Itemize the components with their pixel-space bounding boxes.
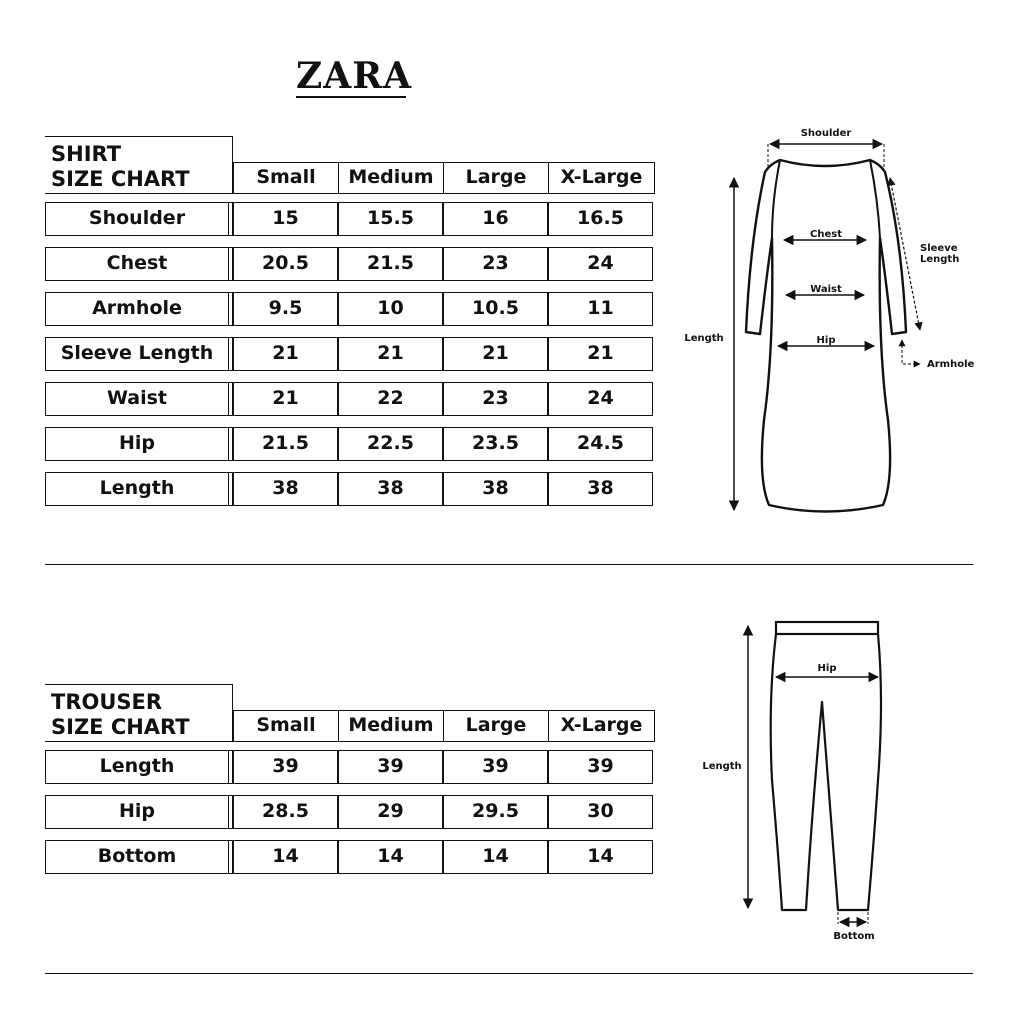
table-cell: 38 (548, 472, 653, 506)
trouser-diagram (690, 610, 930, 950)
table-cell: 20.5 (233, 247, 338, 281)
trouser-title-line2: SIZE CHART (51, 715, 190, 739)
armhole-pointer (902, 340, 920, 364)
table-cell: 38 (443, 472, 548, 506)
row-label: Length (45, 750, 229, 784)
row-label: Bottom (45, 840, 229, 874)
trouser-size-chart-title (45, 684, 233, 742)
table-cell: 24 (548, 247, 653, 281)
shirt-title-line2: SIZE CHART (51, 167, 190, 191)
brand-logo: ZARA (296, 55, 413, 97)
table-row (45, 840, 655, 874)
table-cell: 39 (338, 750, 443, 784)
table-cell: 23.5 (443, 427, 548, 461)
table-cell: 9.5 (233, 292, 338, 326)
shirt-col-small: Small (233, 162, 339, 194)
table-cell: 16.5 (548, 202, 653, 236)
table-cell: 22.5 (338, 427, 443, 461)
table-cell: 14 (443, 840, 548, 874)
trouser-title-line1: TROUSER (51, 690, 163, 714)
table-cell: 28.5 (233, 795, 338, 829)
table-cell: 21 (548, 337, 653, 371)
armhole-label: Armhole (927, 359, 975, 370)
table-cell: 21.5 (338, 247, 443, 281)
trouser-length-label: Length (702, 761, 742, 772)
trouser-hip-label: Hip (817, 663, 837, 674)
table-cell: 21 (338, 337, 443, 371)
table-row (45, 472, 655, 506)
row-label: Sleeve Length (45, 337, 229, 371)
table-row (45, 750, 655, 784)
row-label: Hip (45, 795, 229, 829)
table-cell: 21 (233, 382, 338, 416)
row-label: Length (45, 472, 229, 506)
row-label: Shoulder (45, 202, 229, 236)
section-divider (45, 973, 973, 974)
table-cell: 23 (443, 247, 548, 281)
table-cell: 15 (233, 202, 338, 236)
table-row (45, 247, 655, 281)
length-label: Length (684, 333, 724, 344)
trouser-col-small: Small (233, 710, 339, 742)
shirt-col-xlarge: X-Large (548, 162, 655, 194)
table-cell: 14 (233, 840, 338, 874)
row-label: Waist (45, 382, 229, 416)
table-cell: 10.5 (443, 292, 548, 326)
shirt-size-chart-title (45, 136, 233, 194)
table-cell: 22 (338, 382, 443, 416)
table-cell: 21 (233, 337, 338, 371)
row-label: Chest (45, 247, 229, 281)
table-row (45, 292, 655, 326)
table-cell: 38 (233, 472, 338, 506)
trouser-bottom-label: Bottom (833, 931, 875, 942)
table-row (45, 427, 655, 461)
sleeve-seam-right (870, 160, 880, 238)
table-cell: 21 (443, 337, 548, 371)
shirt-col-large: Large (443, 162, 549, 194)
trouser-col-medium: Medium (338, 710, 444, 742)
table-cell: 38 (338, 472, 443, 506)
shoulder-label: Shoulder (800, 128, 852, 139)
section-divider (45, 564, 973, 565)
trouser-col-large: Large (443, 710, 549, 742)
row-label: Armhole (45, 292, 229, 326)
table-cell: 24.5 (548, 427, 653, 461)
table-cell: 39 (548, 750, 653, 784)
trouser-outline (771, 634, 881, 910)
shirt-title-line1: SHIRT (51, 142, 122, 166)
sleeve-length-label-line2: Length (920, 254, 960, 265)
table-cell: 14 (548, 840, 653, 874)
trouser-waistband (776, 622, 878, 634)
table-row (45, 382, 655, 416)
sleeve-seam-left (772, 160, 780, 238)
table-cell: 23 (443, 382, 548, 416)
table-cell: 29 (338, 795, 443, 829)
shirt-col-medium: Medium (338, 162, 444, 194)
hip-label: Hip (816, 335, 836, 346)
table-cell: 14 (338, 840, 443, 874)
shirt-diagram (680, 120, 990, 520)
trouser-col-xlarge: X-Large (548, 710, 655, 742)
table-cell: 10 (338, 292, 443, 326)
table-cell: 11 (548, 292, 653, 326)
table-cell: 30 (548, 795, 653, 829)
table-cell: 16 (443, 202, 548, 236)
table-cell: 39 (233, 750, 338, 784)
sleeve-length-label-line1: Sleeve (920, 243, 958, 254)
table-row (45, 337, 655, 371)
table-cell: 24 (548, 382, 653, 416)
row-label: Hip (45, 427, 229, 461)
chest-label: Chest (810, 229, 842, 240)
table-cell: 29.5 (443, 795, 548, 829)
table-row (45, 795, 655, 829)
table-cell: 21.5 (233, 427, 338, 461)
table-cell: 39 (443, 750, 548, 784)
table-cell: 15.5 (338, 202, 443, 236)
waist-label: Waist (810, 284, 842, 295)
table-row (45, 202, 655, 236)
